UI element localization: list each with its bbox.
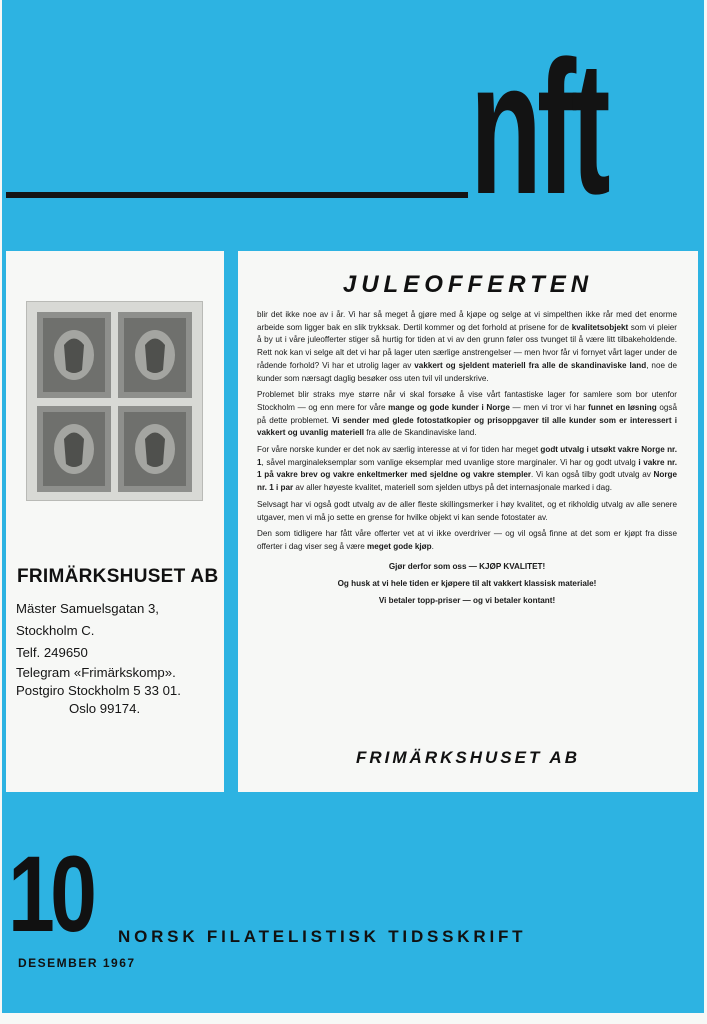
- article-paragraph: blir det ikke noe av i år. Vi har så meget å gjøre med å kjøpe og selge at vi simpelthen ikke rår med det enorme arbeide som ligger bak en slik trykksak. Dertil kommer og det forhold at prisene for de kvalitetsobjekt som vi pleier å by ut i våre juleofferter stiger så hurtig for tiden at vi av den grunn føler oss tvunget til å være litt tilbakeholdende. Rett nok kan vi selge alt det vi har på lager uten særlige anstrengelser — men hvor får vi fornyet vårt lager under de rådende forhold? Vi har et utrolig lager av vakkert og sjeldent materiell fra alle de skandinaviske land, noe de kunder som nærsagt daglig besøker oss uten tvil vil underskrive.: [257, 310, 677, 383]
- article-signature: FRIMÄRKSHUSET AB: [356, 748, 580, 767]
- article-paragraph: Problemet blir straks mye større når vi skal forsøke å vise vårt fantastiske lager for samlere som bor utenfor Stockholm — og enn mere for våre mange og gode kunder i Norge — men vi tror vi har funnet en løsning også på dette problemet. Vi sender med glede fotostatkopier og prisoppgaver til alle kunder som er interessert i vakkert og uvanlig materiell fra alle de Skandinaviske land.: [257, 390, 677, 438]
- article-body: [257, 309, 677, 609]
- cover-gutter: [224, 251, 238, 792]
- masthead-logo: nft: [470, 22, 606, 234]
- address-phone: Telf. 249650: [16, 645, 88, 660]
- dealer-name: FRIMÄRKSHUSET AB: [17, 566, 219, 587]
- address-city: Stockholm C.: [16, 623, 95, 638]
- closing-line: Gjør derfor som oss — KJØP KVALITET!: [388, 561, 546, 571]
- article-paragraph: Den som tidligere har fått våre offerter vet at vi ikke overdriver — og vil også finne at det som er kjøpt fra disse offerter i dag viser seg å være meget gode kjøp.: [257, 529, 677, 551]
- closing-lines: [257, 558, 677, 609]
- article-paragraph: For våre norske kunder er det nok av særlig interesse at vi for tiden har meget godt utvalg i utsøkt vakre Norge nr. 1, såvel marginaleksemplar som vanlige eksemplar med uvanlige store marginaler. Vi har og godt utvalg i vakre nr. 1 på vakre brev og vakre enkeltmerker med sjeldne og vakre stempler. Vi kan også tilby godt utvalg av Norge nr. 1 i par av aller høyeste kvalitet, materiell som sjelden utbys på det internasjonale marked i dag.: [257, 445, 678, 493]
- address-postgiro: Postgiro Stockholm 5 33 01.: [16, 683, 181, 698]
- issue-number: 10: [8, 833, 93, 954]
- stamp-bottom-right: [118, 406, 192, 492]
- address-postgiro-oslo: Oslo 99174.: [69, 701, 141, 716]
- stamp-top-right: [118, 312, 192, 398]
- issue-date: DESEMBER 1967: [18, 956, 136, 970]
- article-panel: [238, 251, 698, 792]
- article-paragraph: Selvsagt har vi også godt utvalg av de aller fleste skillingsmerker i høy kvalitet, og et rikholdig utvalg av alle senere utgaver, men vi må jo sette en grense for hvilke objekt vi kan sende fotostater av.: [257, 499, 677, 522]
- article-headline: JULEOFFERTEN: [342, 271, 594, 298]
- stamp-block-image: [27, 302, 202, 500]
- journal-title: NORSK FILATELISTISK TIDSSKRIFT: [118, 927, 527, 946]
- stamp-block-photo: [26, 301, 203, 501]
- advertiser-panel: [6, 251, 224, 792]
- masthead-rule: [6, 192, 468, 198]
- closing-line: Vi betaler topp-priser — og vi betaler kontant!: [378, 595, 556, 605]
- address-street: Mäster Samuelsgatan 3,: [16, 601, 159, 616]
- cover-border-right: [698, 251, 704, 792]
- address-telegram: Telegram «Frimärkskomp».: [16, 665, 176, 680]
- closing-line: Og husk at vi hele tiden er kjøpere til alt vakkert klassisk materiale!: [337, 578, 597, 588]
- cover-background-bottom: [2, 792, 704, 1013]
- stamp-top-left: [37, 312, 111, 398]
- stamp-bottom-left: [37, 406, 111, 492]
